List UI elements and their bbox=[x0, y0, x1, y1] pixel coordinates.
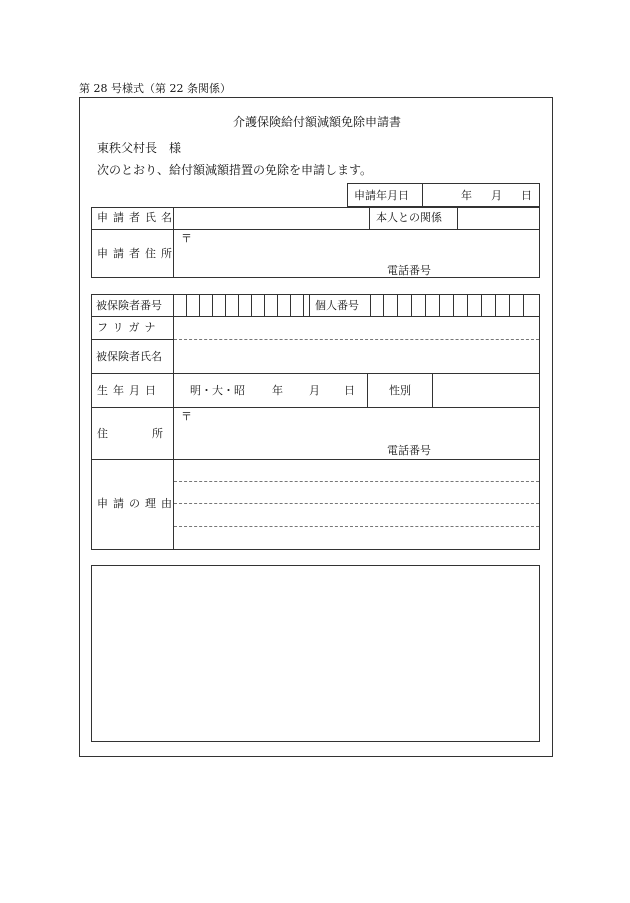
application-year-unit: 年 bbox=[461, 189, 472, 202]
sex-field[interactable] bbox=[433, 374, 539, 407]
digit-cell bbox=[469, 295, 482, 316]
form-number: 第 28 号様式（第 22 条関係） bbox=[79, 82, 231, 95]
insured-number-field[interactable] bbox=[174, 295, 309, 316]
insured-phone-label: 電話番号 bbox=[387, 444, 431, 457]
applicant-postal-mark: 〒 bbox=[181, 232, 192, 245]
application-month-unit: 月 bbox=[491, 189, 502, 202]
insured-address-field[interactable] bbox=[174, 408, 539, 459]
reason-label: 申請の理由 bbox=[97, 497, 177, 510]
insured-name-field[interactable] bbox=[174, 340, 539, 373]
digit-cell bbox=[278, 295, 291, 316]
applicant-address-field[interactable] bbox=[174, 230, 539, 277]
notes-box[interactable] bbox=[91, 565, 540, 742]
digit-cell bbox=[265, 295, 278, 316]
digit-cell bbox=[213, 295, 226, 316]
digit-cell bbox=[252, 295, 265, 316]
digit-cell bbox=[427, 295, 440, 316]
digit-cell bbox=[187, 295, 200, 316]
applicant-phone-label: 電話番号 bbox=[387, 264, 431, 277]
digit-cell bbox=[497, 295, 510, 316]
applicant-name-label: 申請者氏名 bbox=[97, 211, 177, 224]
insured-number-label: 被保険者番号 bbox=[96, 299, 162, 312]
form-title: 介護保険給付額減額免除申請書 bbox=[233, 115, 402, 129]
sex-label: 性別 bbox=[389, 384, 411, 397]
personal-number-label: 個人番号 bbox=[315, 299, 359, 312]
application-date-label: 申請年月日 bbox=[354, 189, 409, 202]
applicant-name-field[interactable] bbox=[174, 208, 369, 229]
digit-cell bbox=[200, 295, 213, 316]
insured-name-label: 被保険者氏名 bbox=[96, 350, 162, 363]
digit-cell bbox=[371, 295, 384, 316]
digit-cell bbox=[226, 295, 239, 316]
digit-cell bbox=[385, 295, 398, 316]
digit-cell bbox=[291, 295, 304, 316]
birth-day-unit: 日 bbox=[344, 384, 355, 397]
relation-field[interactable] bbox=[458, 208, 539, 229]
digit-cell bbox=[441, 295, 454, 316]
digit-cell bbox=[511, 295, 524, 316]
digit-cell bbox=[483, 295, 496, 316]
digit-cell bbox=[413, 295, 426, 316]
digit-cell bbox=[239, 295, 252, 316]
insured-address-label: 住所 bbox=[97, 427, 207, 440]
digit-cell bbox=[174, 295, 187, 316]
applicant-address-label: 申請者住所 bbox=[97, 247, 177, 260]
application-day-unit: 日 bbox=[521, 189, 532, 202]
digit-cell bbox=[455, 295, 468, 316]
addressee: 東秩父村長 様 bbox=[97, 141, 182, 155]
birth-month-unit: 月 bbox=[309, 384, 320, 397]
furigana-label: フリガナ bbox=[97, 321, 161, 334]
insured-postal-mark: 〒 bbox=[181, 410, 192, 423]
birth-year-unit: 年 bbox=[272, 384, 283, 397]
intro-text: 次のとおり、給付額減額措置の免除を申請します。 bbox=[97, 163, 373, 177]
birthdate-label: 生年月日 bbox=[97, 384, 161, 397]
relation-label: 本人との関係 bbox=[376, 211, 442, 224]
era-options: 明・大・昭 bbox=[190, 384, 245, 397]
digit-cell bbox=[399, 295, 412, 316]
reason-field[interactable] bbox=[174, 460, 539, 549]
furigana-field[interactable] bbox=[174, 317, 539, 339]
personal-number-field[interactable] bbox=[371, 295, 539, 316]
